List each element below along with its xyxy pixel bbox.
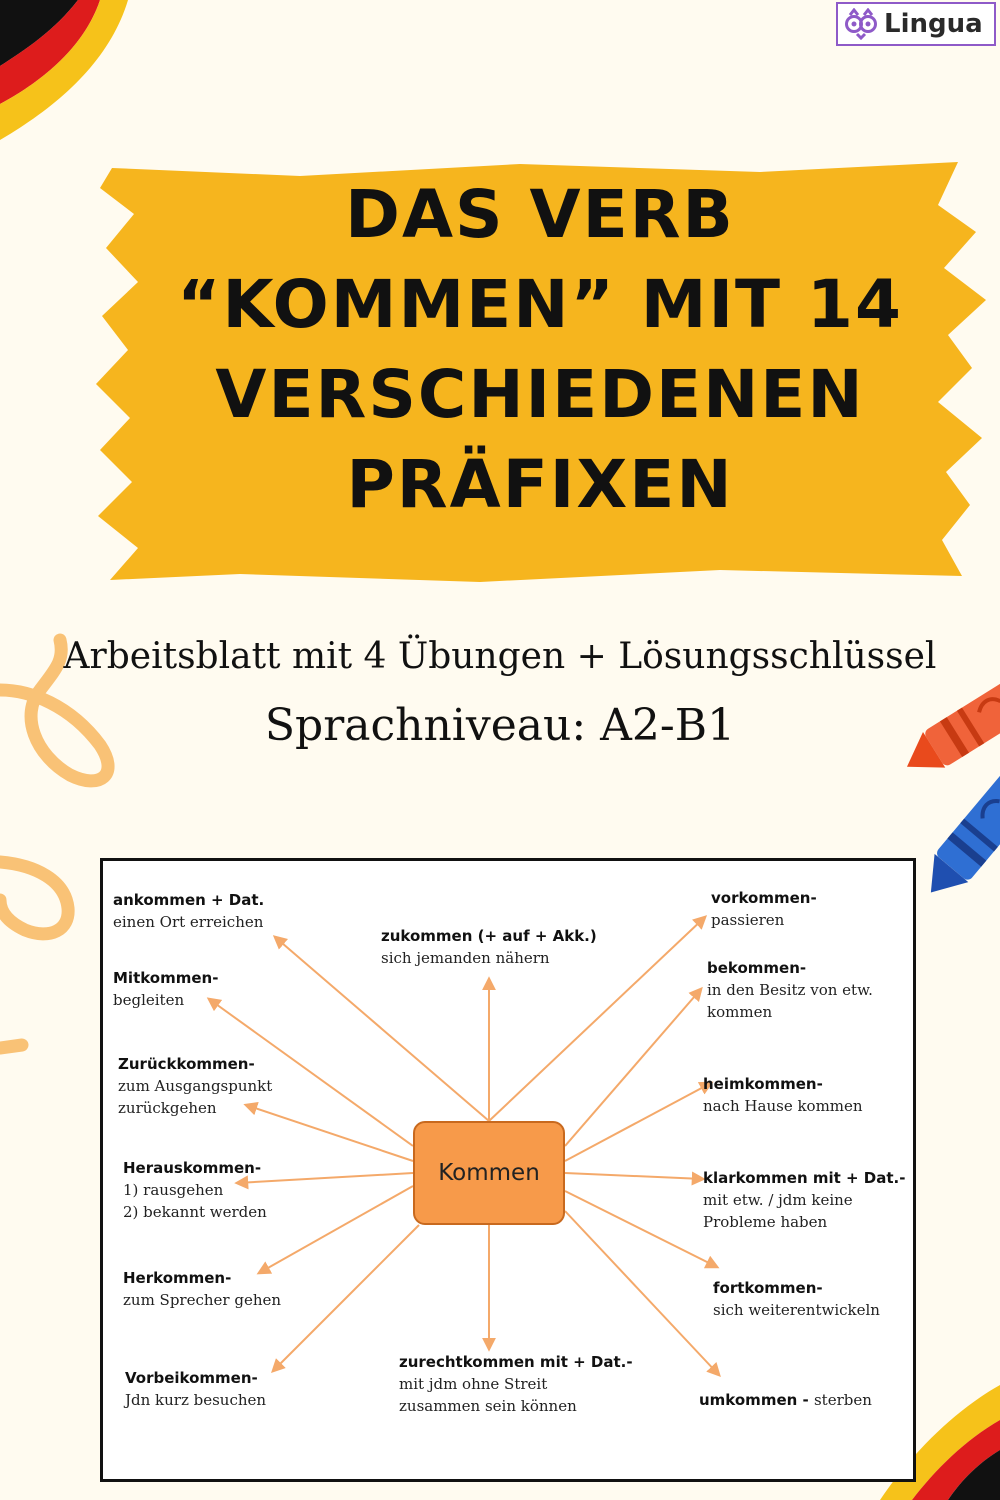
node-mitkommen [113,967,218,1011]
node-title: Zurückkommen- [118,1055,255,1073]
node-ankommen [113,889,264,933]
node-herauskommen [123,1157,267,1223]
node-description: sich jemanden nähern [381,949,550,967]
arrow-fortkommen [565,1191,717,1267]
node-description: kommen [707,1003,773,1021]
node-zurueckkommen [118,1053,272,1119]
node-vorkommen [711,887,817,931]
language-level: Sprachniveau: A2-B1 [264,700,736,751]
node-title: heimkommen- [703,1075,823,1093]
prefix-mind-map [100,858,916,1482]
node-description: nach Hause kommen [703,1097,863,1115]
lingua-logo[interactable] [836,2,996,46]
node-title: ankommen + Dat. [113,891,265,909]
node-description: begleiten [113,991,185,1009]
title-line: DAS VERB [345,176,735,253]
arrow-herkommen [259,1186,413,1273]
node-description: zurückgehen [118,1099,217,1117]
blue-crayon-icon [914,762,1000,907]
node-title: Mitkommen- [113,969,219,987]
decorative-loop [0,862,68,934]
node-zurechtkommen [399,1351,633,1417]
node-description: zusammen sein können [399,1397,577,1415]
page-title [150,170,930,530]
arrow-bekommen [565,989,701,1146]
node-title: Herkommen- [123,1269,232,1287]
node-vorbeikommen [125,1367,266,1411]
node-heimkommen [703,1073,863,1117]
node-title: vorkommen- [711,889,817,907]
node-zukommen [381,925,597,969]
node-title: zurechtkommen mit + Dat.- [399,1353,633,1371]
arrow-klarkommen [565,1173,703,1179]
center-node: Kommen [413,1121,565,1225]
node-title: zukommen (+ auf + Akk.) [381,927,597,945]
german-flag-swoosh-top-left [0,0,128,140]
node-title: Vorbeikommen- [125,1369,258,1387]
decorative-dash [0,1045,22,1048]
node-umkommen [699,1389,872,1411]
node-description: einen Ort erreichen [113,913,264,931]
arrow-vorbeikommen [273,1225,419,1371]
node-description: Jdn kurz besuchen [125,1391,267,1409]
title-line: “KOMMEN” MIT 14 [177,266,903,343]
node-title: Herauskommen- [123,1159,262,1177]
node-description: sterben [813,1391,872,1409]
node-fortkommen [713,1277,880,1321]
node-herkommen [123,1267,281,1311]
node-description: mit etw. / jdm keine [703,1191,853,1209]
node-title: fortkommen- [713,1279,823,1297]
node-description: zum Ausgangspunkt [118,1077,273,1095]
node-description: mit jdm ohne Streit [399,1375,548,1393]
node-title: bekommen- [707,959,807,977]
logo-text: Lingua [884,9,983,39]
node-klarkommen [703,1167,905,1233]
node-description: sich weiterentwickeln [713,1301,880,1319]
node-description: 1) rausgehen [123,1181,224,1199]
node-description: 2) bekannt werden [123,1203,267,1221]
node-description: Probleme haben [703,1213,828,1231]
node-title: umkommen - [699,1391,814,1409]
title-line: VERSCHIEDENEN [215,356,865,433]
node-title: klarkommen mit + Dat.- [703,1169,906,1187]
node-description: in den Besitz von etw. [707,981,873,999]
title-line: PRÄFIXEN [346,446,734,523]
node-bekommen [707,957,873,1023]
owl-icon [844,8,878,40]
node-description: zum Sprecher gehen [123,1291,282,1309]
node-description: passieren [711,911,785,929]
worksheet-subtitle: Arbeitsblatt mit 4 Übungen + Lösungsschlüssel [63,636,937,677]
